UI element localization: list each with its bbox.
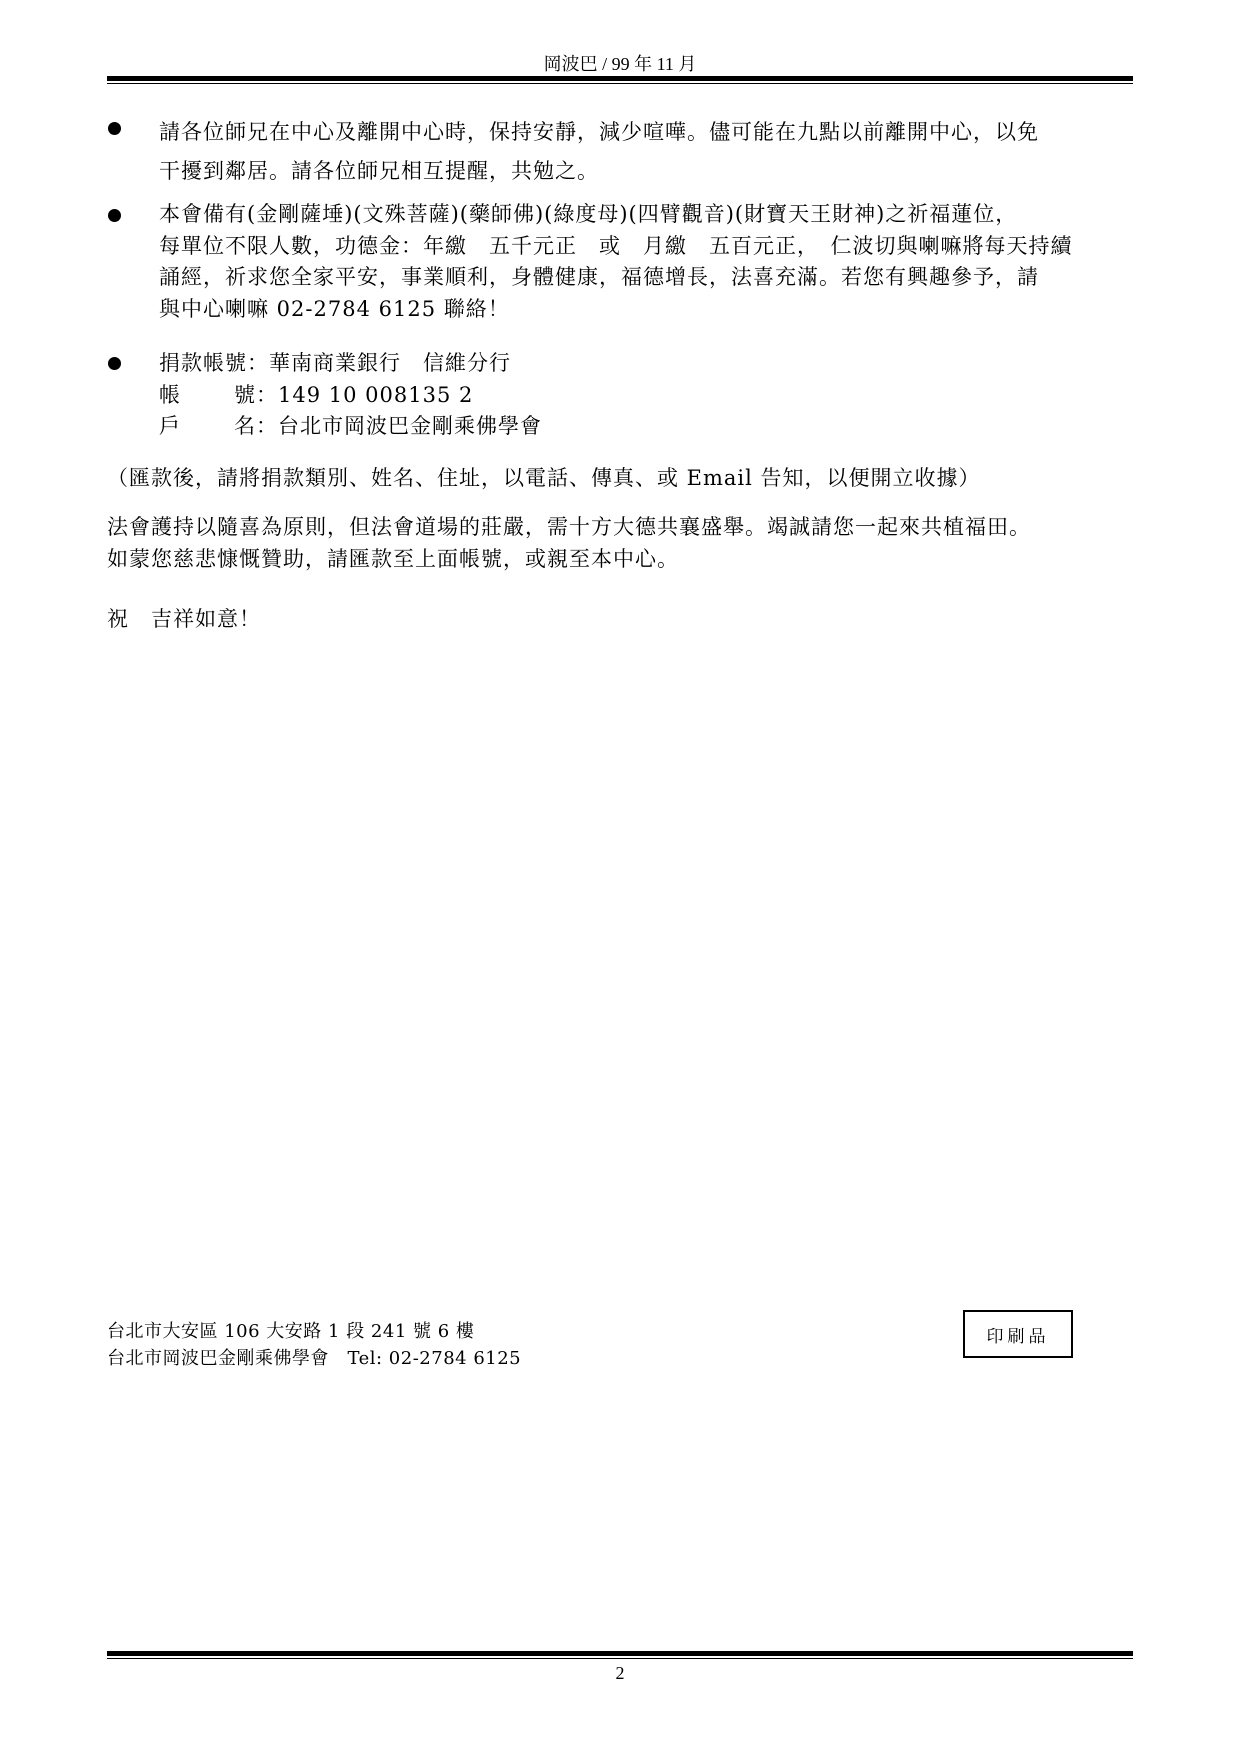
- header-rule-thick: [107, 76, 1133, 81]
- notice-quiet: [159, 113, 1149, 191]
- appeal-line: 法會護持以隨喜為原則，但法會道場的莊嚴，需十方大德共襄盛舉。竭誠請您一起來共植福田。: [107, 515, 1031, 539]
- footer-address-block: [107, 1318, 521, 1372]
- notice-line: 與中心喇嘛 02-2784 6125 聯絡！: [159, 296, 510, 321]
- donation-name-label: 戶名: [159, 414, 256, 438]
- page-number: 2: [615, 1663, 625, 1683]
- footer-address: 台北市大安區 106 大安路 1 段 241 號 6 樓: [107, 1321, 475, 1342]
- donation-account-label: 捐款帳號: [159, 351, 247, 375]
- notice-line: 每單位不限人數，功德金：年繳 五千元正 或 月繳 五百元正， 仁波切與喇嘛將每天持續: [159, 233, 1073, 258]
- remittance-note: （匯款後，請將捐款類別、姓名、住址，以電話、傳真、或 Email 告知，以便開立收據）: [107, 466, 981, 490]
- header-rule-thin: [107, 83, 1133, 84]
- bullet-icon: [108, 209, 121, 222]
- footer-rule-thick: [107, 1651, 1133, 1656]
- donation-account: [159, 348, 1149, 443]
- footer-rule-thin: [107, 1658, 1133, 1659]
- printed-matter-stamp: [963, 1310, 1073, 1358]
- footer-org-contact: 台北市岡波巴金剛乘佛學會 Tel: 02-2784 6125: [107, 1348, 522, 1369]
- printed-matter-label: 印刷品: [986, 1326, 1050, 1347]
- donation-bank-name: 華南商業銀行 信維分行: [269, 351, 511, 375]
- closing-blessing: 祝 吉祥如意！: [107, 607, 261, 631]
- bullet-icon: [108, 122, 121, 135]
- donation-number-value: 149 10 008135 2: [278, 382, 474, 407]
- notice-lotus-seat: [159, 199, 1149, 325]
- bullet-icon: [108, 357, 121, 370]
- appeal-line: 如蒙您慈悲慷慨贊助，請匯款至上面帳號，或親至本中心。: [107, 546, 679, 571]
- donation-bank-row: 捐款帳號：華南商業銀行 信維分行: [159, 351, 511, 375]
- appeal-paragraph: [107, 512, 1147, 575]
- donation-number-row: 帳號：149 10 008135 2: [159, 380, 1149, 412]
- donation-number-label: 帳號: [159, 382, 256, 407]
- notice-line: 干擾到鄰居。請各位師兄相互提醒，共勉之。: [159, 159, 599, 183]
- donation-name-value: 台北市岡波巴金剛乘佛學會: [278, 414, 542, 438]
- notice-line: 誦經，祈求您全家平安，事業順利，身體健康，福德增長，法喜充滿。若您有興趣參予，請: [159, 265, 1039, 289]
- donation-name-row: 戶名：台北市岡波巴金剛乘佛學會: [159, 411, 1149, 443]
- notice-line: 請各位師兄在中心及離開中心時，保持安靜，減少喧嘩。儘可能在九點以前離開中心，以免: [159, 120, 1039, 144]
- notice-line: 本會備有(金剛薩埵)(文殊菩薩)(藥師佛)(綠度母)(四臂觀音)(財寶天王財神)之祈福蓮位，: [159, 202, 1018, 226]
- page-header: 岡波巴 / 99 年 11 月: [543, 54, 697, 74]
